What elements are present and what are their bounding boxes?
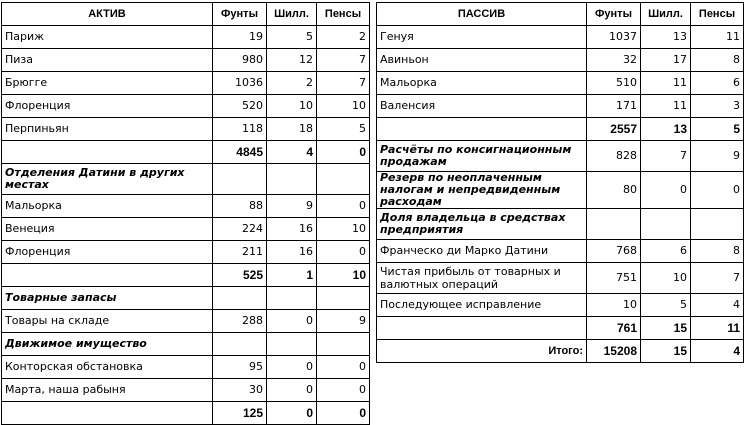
pence-cell: 11 <box>691 317 744 340</box>
shillings-cell: 17 <box>641 49 691 72</box>
shillings-cell: 10 <box>641 263 691 294</box>
shillings-cell: 5 <box>641 294 691 317</box>
row-label: Марта, наша рабыня <box>2 379 213 402</box>
shillings-cell: 2 <box>267 72 317 95</box>
passive-table-row <box>377 49 744 72</box>
active-table-row <box>2 95 370 118</box>
pence-cell: 3 <box>691 95 744 118</box>
pounds-cell: 520 <box>213 95 267 118</box>
pounds-cell: 30 <box>213 379 267 402</box>
pence-cell <box>691 209 744 240</box>
row-label <box>2 264 213 287</box>
row-label: Товарные запасы <box>2 287 213 310</box>
shillings-cell: 15 <box>641 340 691 363</box>
active-subtotal-row <box>2 264 370 287</box>
shillings-cell: 5 <box>267 26 317 49</box>
row-label: Генуя <box>377 26 587 49</box>
shillings-cell: 10 <box>267 95 317 118</box>
row-label: Отделения Датини в других местах <box>2 164 213 195</box>
active-subtotal-row <box>2 141 370 164</box>
pounds-cell: 1036 <box>213 72 267 95</box>
shillings-cell <box>267 333 317 356</box>
passive-table-row <box>377 26 744 49</box>
row-label: Итого: <box>377 340 587 363</box>
shillings-cell: 0 <box>267 356 317 379</box>
pence-cell: 9 <box>317 310 370 333</box>
pence-cell: 4 <box>691 294 744 317</box>
pounds-cell: 751 <box>587 263 641 294</box>
active-table-row <box>2 195 370 218</box>
pounds-cell <box>213 287 267 310</box>
pence-header: Пенсы <box>317 3 370 26</box>
row-label: Мальорка <box>377 72 587 95</box>
shillings-cell: 16 <box>267 241 317 264</box>
passive-header-row <box>377 3 744 26</box>
pounds-cell <box>213 164 267 195</box>
row-label <box>377 317 587 340</box>
row-label: Чистая прибыль от товарных и валютных операций <box>377 263 587 294</box>
pence-cell <box>317 333 370 356</box>
shillings-cell <box>267 287 317 310</box>
pence-cell: 9 <box>691 141 744 172</box>
row-label: Франческо ди Марко Датини <box>377 240 587 263</box>
shillings-cell: 6 <box>641 240 691 263</box>
pence-cell: 10 <box>317 264 370 287</box>
pounds-cell <box>213 333 267 356</box>
pounds-cell: 768 <box>587 240 641 263</box>
active-table-row <box>2 118 370 141</box>
passive-title-header: ПАССИВ <box>377 3 587 26</box>
pounds-cell: 80 <box>587 172 641 209</box>
pounds-cell: 211 <box>213 241 267 264</box>
row-label: Мальорка <box>2 195 213 218</box>
pounds-cell: 10 <box>587 294 641 317</box>
pounds-cell: 32 <box>587 49 641 72</box>
pence-cell: 7 <box>317 49 370 72</box>
pence-cell: 8 <box>691 240 744 263</box>
passive-ledger-body <box>377 26 744 363</box>
pence-cell: 5 <box>317 118 370 141</box>
pounds-cell <box>587 209 641 240</box>
pence-cell: 11 <box>691 26 744 49</box>
pounds-cell: 224 <box>213 218 267 241</box>
shillings-cell: 13 <box>641 118 691 141</box>
pence-cell <box>317 287 370 310</box>
row-label: Венеция <box>2 218 213 241</box>
pounds-cell: 1037 <box>587 26 641 49</box>
passive-subtotal-row <box>377 317 744 340</box>
active-table-row <box>2 379 370 402</box>
active-table-row <box>2 72 370 95</box>
pence-cell: 7 <box>317 72 370 95</box>
row-label: Пиза <box>2 49 213 72</box>
shillings-cell <box>267 164 317 195</box>
row-label: Последующее исправление <box>377 294 587 317</box>
passive-table-row <box>377 95 744 118</box>
passive-section-row <box>377 209 744 240</box>
pence-cell: 0 <box>691 172 744 209</box>
active-table-row <box>2 49 370 72</box>
passive-table-row <box>377 263 744 294</box>
active-table-row <box>2 26 370 49</box>
pence-cell: 8 <box>691 49 744 72</box>
active-subtotal-row <box>2 402 370 425</box>
row-label: Движимое имущество <box>2 333 213 356</box>
row-label: Флоренция <box>2 95 213 118</box>
shillings-cell: 12 <box>267 49 317 72</box>
pounds-cell: 118 <box>213 118 267 141</box>
pence-header: Пенсы <box>691 3 744 26</box>
row-label: Валенсия <box>377 95 587 118</box>
shillings-cell <box>641 209 691 240</box>
passive-grand-total-row <box>377 340 744 363</box>
pence-cell: 2 <box>317 26 370 49</box>
shillings-cell: 13 <box>641 26 691 49</box>
active-ledger-body <box>2 26 370 425</box>
pounds-cell: 125 <box>213 402 267 425</box>
shillings-cell: 11 <box>641 95 691 118</box>
pounds-header: Фунты <box>587 3 641 26</box>
passive-table-row <box>377 240 744 263</box>
shillings-header: Шилл. <box>267 3 317 26</box>
passive-subtotal-row <box>377 118 744 141</box>
pounds-cell: 15208 <box>587 340 641 363</box>
row-label: Конторская обстановка <box>2 356 213 379</box>
passive-ledger-table <box>376 2 744 363</box>
pence-cell: 0 <box>317 402 370 425</box>
shillings-cell: 0 <box>267 379 317 402</box>
pence-cell: 0 <box>317 141 370 164</box>
row-label <box>2 402 213 425</box>
active-title-header: АКТИВ <box>2 3 213 26</box>
pounds-cell: 525 <box>213 264 267 287</box>
row-label: Резерв по неоплаченным налогам и непредвиденным расходам <box>377 172 587 209</box>
pence-cell: 4 <box>691 340 744 363</box>
row-label: Товары на складе <box>2 310 213 333</box>
active-table-row <box>2 310 370 333</box>
passive-table-row <box>377 72 744 95</box>
pence-cell: 7 <box>691 263 744 294</box>
row-label: Флоренция <box>2 241 213 264</box>
pounds-cell: 88 <box>213 195 267 218</box>
row-label: Перпиньян <box>2 118 213 141</box>
passive-section-row <box>377 172 744 209</box>
pence-cell: 0 <box>317 241 370 264</box>
row-label: Брюгге <box>2 72 213 95</box>
pounds-header: Фунты <box>213 3 267 26</box>
shillings-header: Шилл. <box>641 3 691 26</box>
shillings-cell: 11 <box>641 72 691 95</box>
pounds-cell: 19 <box>213 26 267 49</box>
pence-cell: 0 <box>317 379 370 402</box>
active-header-row <box>2 3 370 26</box>
shillings-cell: 4 <box>267 141 317 164</box>
active-section-row <box>2 333 370 356</box>
row-label <box>377 118 587 141</box>
active-table-row <box>2 218 370 241</box>
pounds-cell: 95 <box>213 356 267 379</box>
pounds-cell: 2557 <box>587 118 641 141</box>
row-label: Доля владельца в средствах предприятия <box>377 209 587 240</box>
active-ledger-table <box>1 2 370 425</box>
row-label: Расчёты по консигнационным продажам <box>377 141 587 172</box>
pounds-cell: 171 <box>587 95 641 118</box>
pounds-cell: 828 <box>587 141 641 172</box>
active-section-row <box>2 164 370 195</box>
pounds-cell: 4845 <box>213 141 267 164</box>
shillings-cell: 0 <box>267 310 317 333</box>
pounds-cell: 288 <box>213 310 267 333</box>
shillings-cell: 1 <box>267 264 317 287</box>
active-section-row <box>2 287 370 310</box>
shillings-cell: 18 <box>267 118 317 141</box>
pence-cell: 6 <box>691 72 744 95</box>
pence-cell: 10 <box>317 218 370 241</box>
pence-cell <box>317 164 370 195</box>
active-table-row <box>2 241 370 264</box>
shillings-cell: 0 <box>641 172 691 209</box>
shillings-cell: 16 <box>267 218 317 241</box>
pence-cell: 5 <box>691 118 744 141</box>
pence-cell: 0 <box>317 195 370 218</box>
pence-cell: 0 <box>317 356 370 379</box>
pence-cell: 10 <box>317 95 370 118</box>
passive-section-row <box>377 141 744 172</box>
shillings-cell: 0 <box>267 402 317 425</box>
pounds-cell: 510 <box>587 72 641 95</box>
shillings-cell: 9 <box>267 195 317 218</box>
row-label: Париж <box>2 26 213 49</box>
passive-table-row <box>377 294 744 317</box>
active-table-row <box>2 356 370 379</box>
pounds-cell: 761 <box>587 317 641 340</box>
pounds-cell: 980 <box>213 49 267 72</box>
shillings-cell: 15 <box>641 317 691 340</box>
shillings-cell: 7 <box>641 141 691 172</box>
row-label <box>2 141 213 164</box>
row-label: Авиньон <box>377 49 587 72</box>
